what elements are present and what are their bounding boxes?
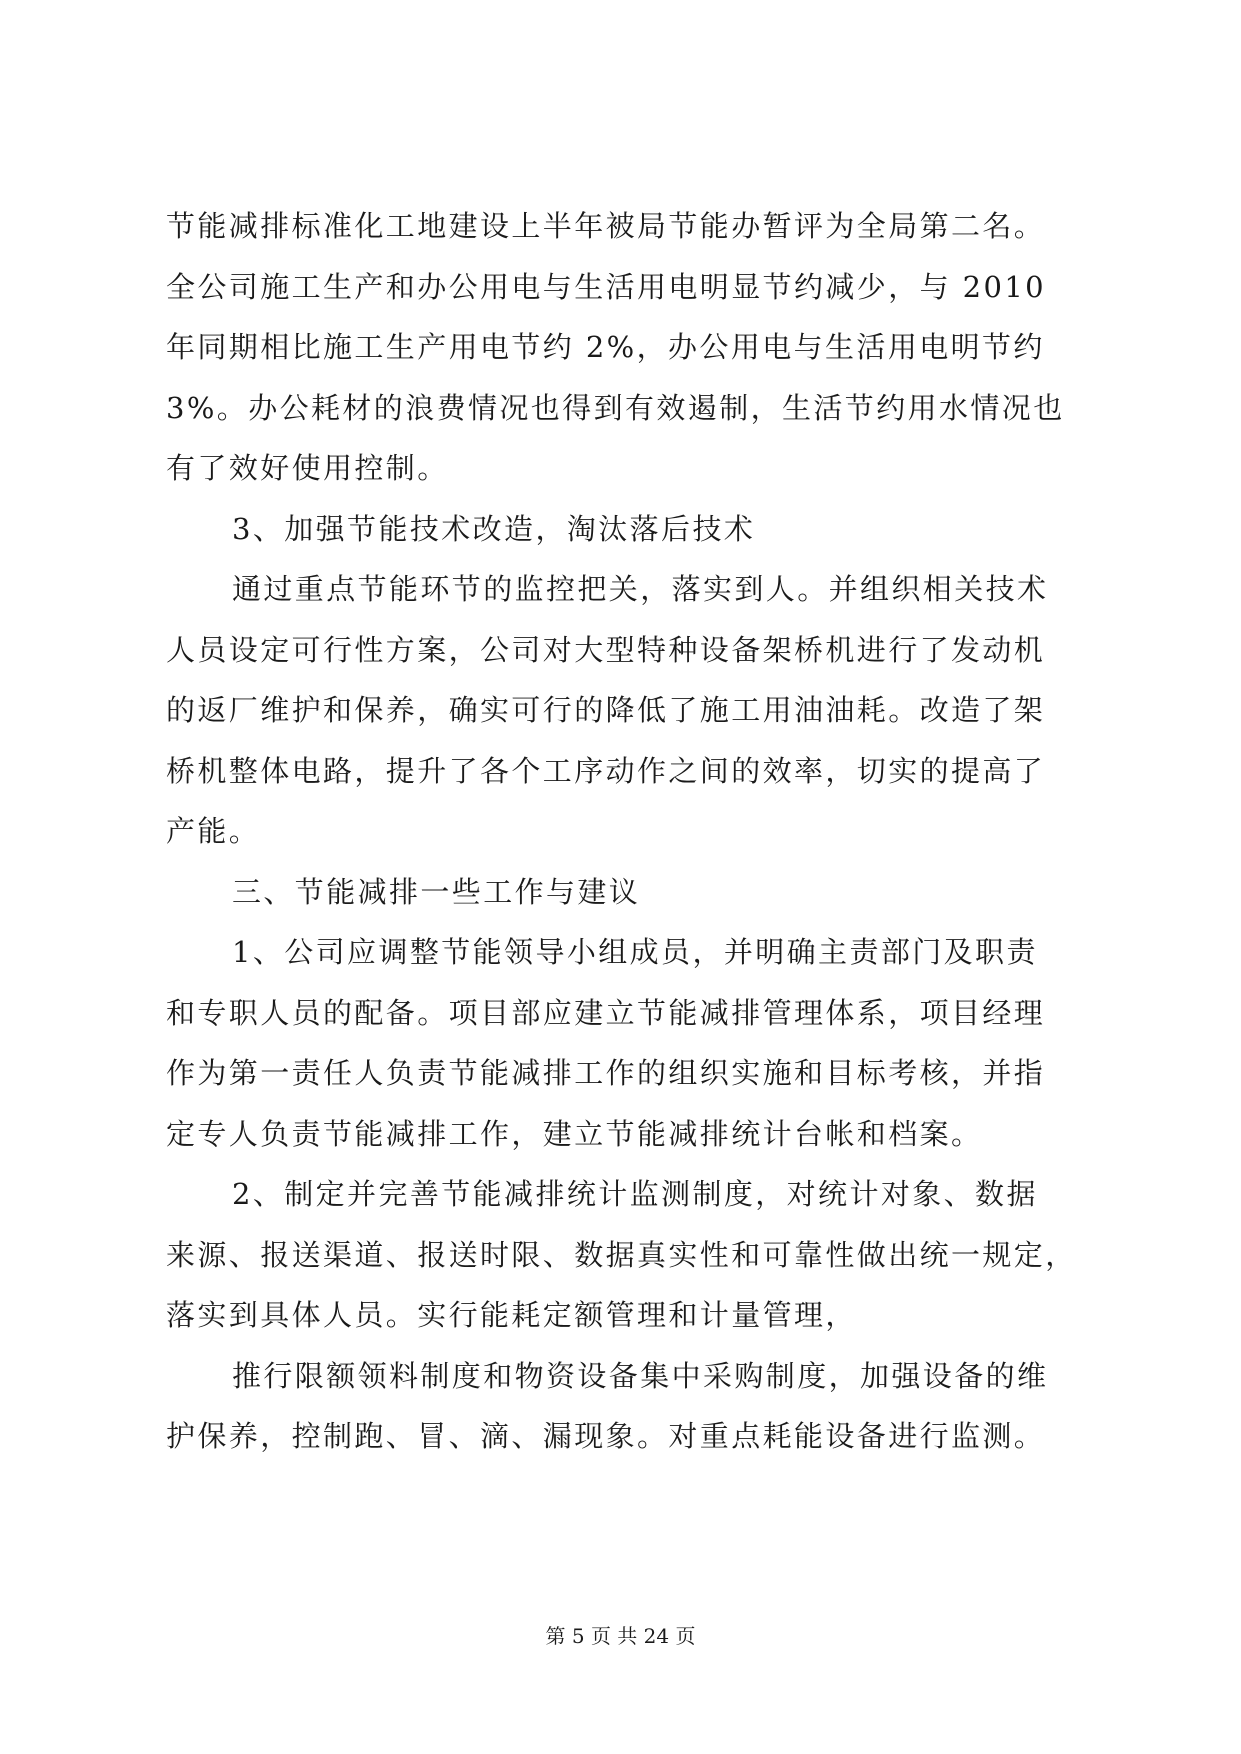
text-line: 全公司施工生产和办公用电与生活用电明显节约减少，与 2010 xyxy=(166,269,1047,304)
text-line: 护保养，控制跑、冒、滴、漏现象。对重点耗能设备进行监测。 xyxy=(166,1419,1046,1453)
text-line: 产能。 xyxy=(166,814,261,848)
text-line: 作为第一责任人负责节能减排工作的组织实施和目标考核，并指 xyxy=(166,1056,1046,1090)
text-line: 通过重点节能环节的监控把关，落实到人。并组织相关技术 xyxy=(232,572,1049,606)
section-heading: 3、加强节能技术改造，淘汰落后技术 xyxy=(232,511,756,546)
text-line: 人员设定可行性方案，公司对大型特种设备架桥机进行了发动机 xyxy=(166,632,1046,667)
text-line: 3%。办公耗材的浪费情况也得到有效遏制，生活节约用水情况也 xyxy=(166,390,1065,425)
text-line: 桥机整体电路，提升了各个工序动作之间的效率，切实的提高了 xyxy=(166,753,1046,788)
text-line: 推行限额领料制度和物资设备集中采购制度，加强设备的维 xyxy=(232,1358,1049,1393)
text-line: 的返厂维护和保养，确实可行的降低了施工用油油耗。改造了架 xyxy=(166,693,1046,727)
text-line: 和专职人员的配备。项目部应建立节能减排管理体系，项目经理 xyxy=(166,995,1046,1030)
text-line: 年同期相比施工生产用电节约 2%，办公用电与生活用电明节约 xyxy=(166,330,1045,364)
text-line: 来源、报送渠道、报送时限、数据真实性和可靠性做出统一规定， xyxy=(166,1237,1077,1272)
text-line: 落实到具体人员。实行能耗定额管理和计量管理， xyxy=(166,1298,857,1332)
page-number: 第 5 页 共 24 页 xyxy=(545,1624,696,1648)
text-line: 节能减排标准化工地建设上半年被局节能办暂评为全局第二名。 xyxy=(166,209,1046,243)
text-line: 1、公司应调整节能领导小组成员，并明确主责部门及职责 xyxy=(232,935,1038,969)
section-heading: 三、节能减排一些工作与建议 xyxy=(232,874,641,909)
text-line: 有了效好使用控制。 xyxy=(166,451,449,485)
text-line: 定专人负责节能减排工作，建立节能减排统计台帐和档案。 xyxy=(166,1116,983,1151)
text-line: 2、制定并完善节能减排统计监测制度，对统计对象、数据 xyxy=(232,1177,1038,1211)
document-body xyxy=(166,196,1078,1467)
